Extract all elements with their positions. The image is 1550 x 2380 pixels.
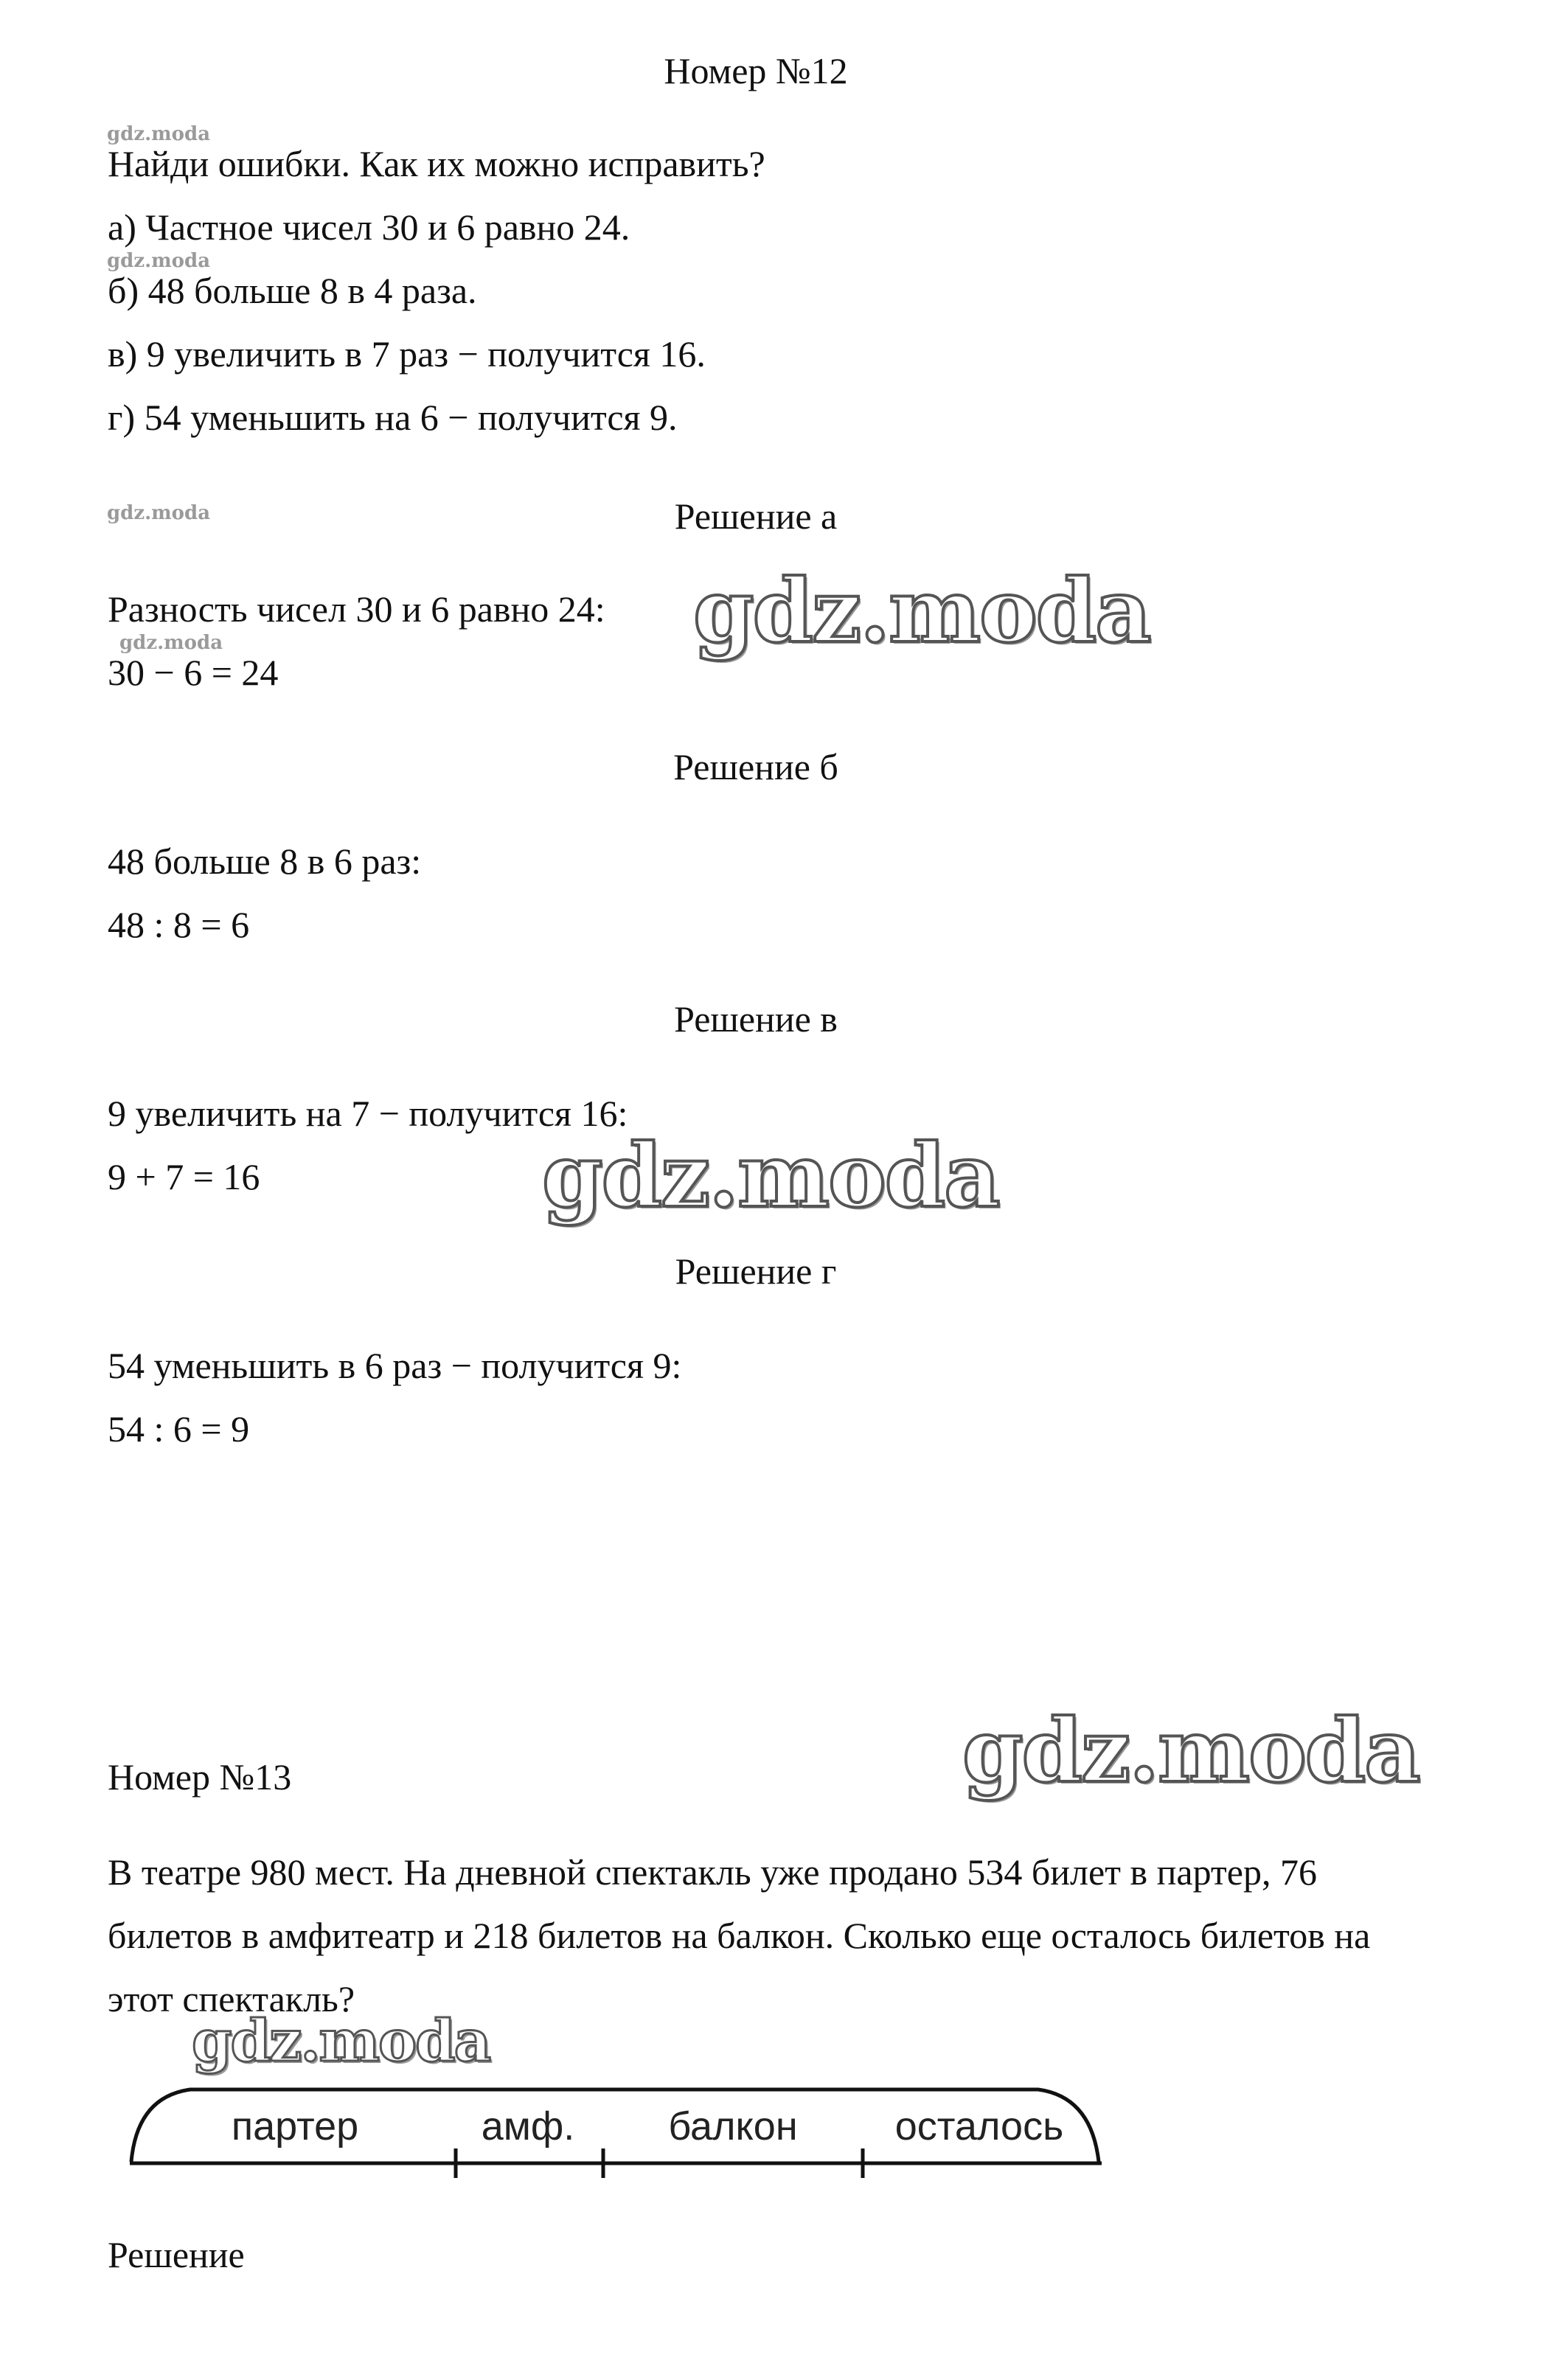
watermark-small-4: gdz.moda [119,632,223,654]
task12-item-a: а) Частное чисел 30 и 6 равно 24. [108,206,630,248]
solution-b-statement: 48 больше 8 в 6 раз: [108,841,422,882]
watermark-large-4: gdz.moda [192,2008,490,2075]
solution-g-heading: Решение г [675,1250,837,1292]
watermark-large-2: gdz.moda [542,1124,999,1227]
solution-v-heading: Решение в [674,998,838,1040]
ticket-segment-diagram [124,2081,1112,2184]
diagram-label-amf: амф. [481,2104,575,2148]
watermark-small-3: gdz.moda [107,502,211,524]
task13-problem: В театре 980 мест. На дневной спектакль уже продано 534 билет в партер, 76 билетов в амфитеатр и 218 билетов на балкон. Сколько еще осталось билетов на этот спектакль? [108,1851,1371,2019]
watermark-large-1: gdz.moda [693,560,1150,662]
solution-g-statement: 54 уменьшить в 6 раз − получится 9: [108,1345,682,1386]
task12-question: Найди ошибки. Как их можно исправить? [108,143,765,184]
solution-v-statement: 9 увеличить на 7 − получится 16: [108,1093,628,1134]
solution-g-equation: 54 : 6 = 9 [108,1408,250,1450]
task12-item-g: г) 54 уменьшить на 6 − получится 9. [108,397,678,438]
solution-a-heading: Решение а [674,495,838,537]
watermark-small-1: gdz.moda [107,123,211,145]
solution-a-statement: Разность чисел 30 и 6 равно 24: [108,588,605,630]
diagram-label-parter: партер [231,2104,359,2148]
task13-title: Номер №13 [108,1756,292,1798]
task13-solution-heading: Решение [108,2234,245,2275]
solution-b-equation: 48 : 8 = 6 [108,904,250,945]
diagram-label-balkon: балкон [668,2104,798,2148]
diagram-label-ostalos: осталось [894,2104,1064,2148]
solution-b-heading: Решение б [673,746,838,787]
task12-item-v: в) 9 увеличить в 7 раз − получится 16. [108,333,706,375]
task12-item-b: б) 48 больше 8 в 4 раза. [108,270,477,311]
watermark-large-3: gdz.moda [962,1699,1419,1802]
watermark-small-2: gdz.moda [107,250,211,272]
solution-a-equation: 30 − 6 = 24 [108,652,279,693]
task12-title: Номер №12 [664,50,848,91]
solution-v-equation: 9 + 7 = 16 [108,1156,260,1197]
